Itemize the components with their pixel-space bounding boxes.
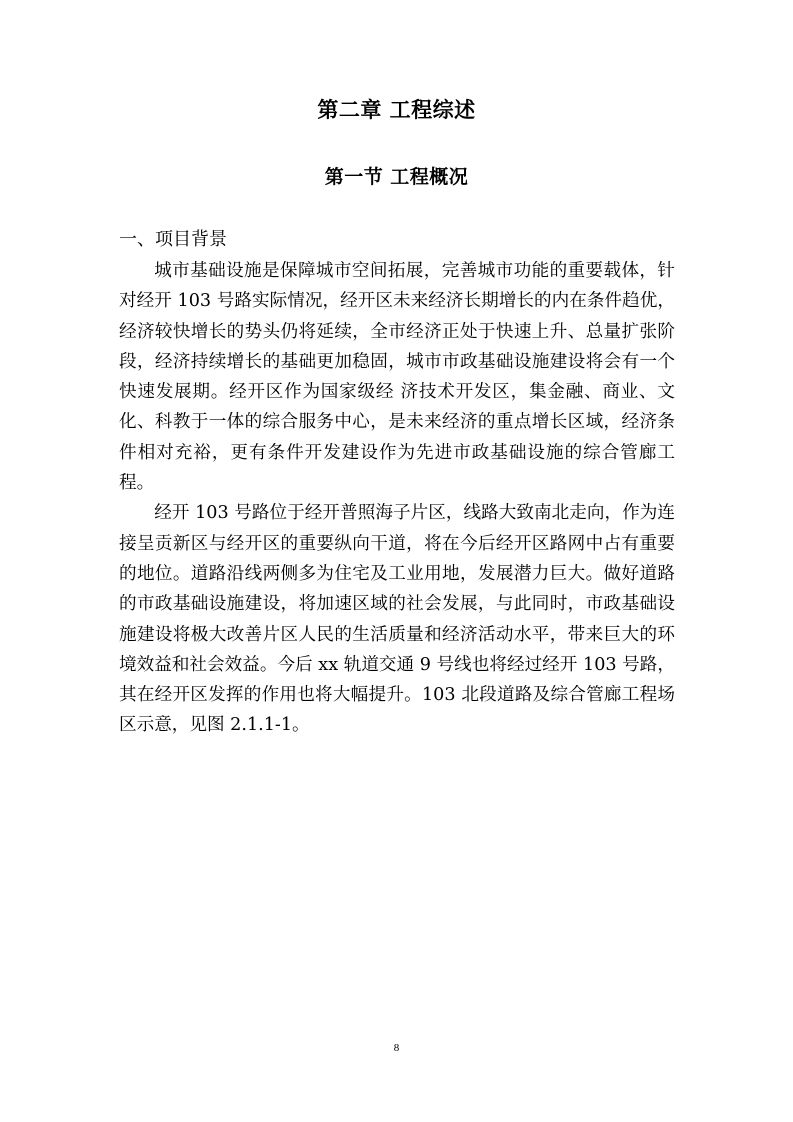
page-number: 8	[393, 1042, 400, 1054]
paragraph-background: 城市基础设施是保障城市空间拓展，完善城市功能的重要载体，针对经开 103 号路实际情况，经开区未来经济长期增长的内在条件趋优，经济较快增长的势头仍将延续，全市经济正处于快速上升、总量扩张阶段，经济持续增长的基础更加稳固，城市市政基础设施建设将会有一个快速发展期。经开区作为国家级经 济技术开发区，集金融、商业、文化、科教于一体的综合服务中心，是未来经济的重点增长区域，经济条件相对充裕，更有条件开发建设作为先进市政基础设施的综合管廊工程。	[119, 261, 675, 494]
section-title: 第一节 工程概况	[324, 166, 469, 188]
body-text	[119, 256, 675, 741]
paragraph-road-location: 经开 103 号路位于经开普照海子片区，线路大致南北走向，作为连接呈贡新区与经开区的重要纵向干道，将在今后经开区路网中占有重要的地位。道路沿线两侧多为住宅及工业用地，发展潜力巨大。做好道路的市政基础设施建设，将加速区域的社会发展，与此同时，市政基础设施建设将极大改善片区人民的生活质量和经济活动水平，带来巨大的环境效益和社会效益。今后 xx 轨道交通 9 号线也将经过经开 103 号路，其在经开区发挥的作用也将大幅提升。103 北段道路及综合管廊工程场区示意，见图 2.1.1-1。	[119, 503, 675, 736]
subsection-title: 一、项目背景	[119, 229, 227, 250]
chapter-title: 第二章 工程综述	[317, 98, 476, 122]
